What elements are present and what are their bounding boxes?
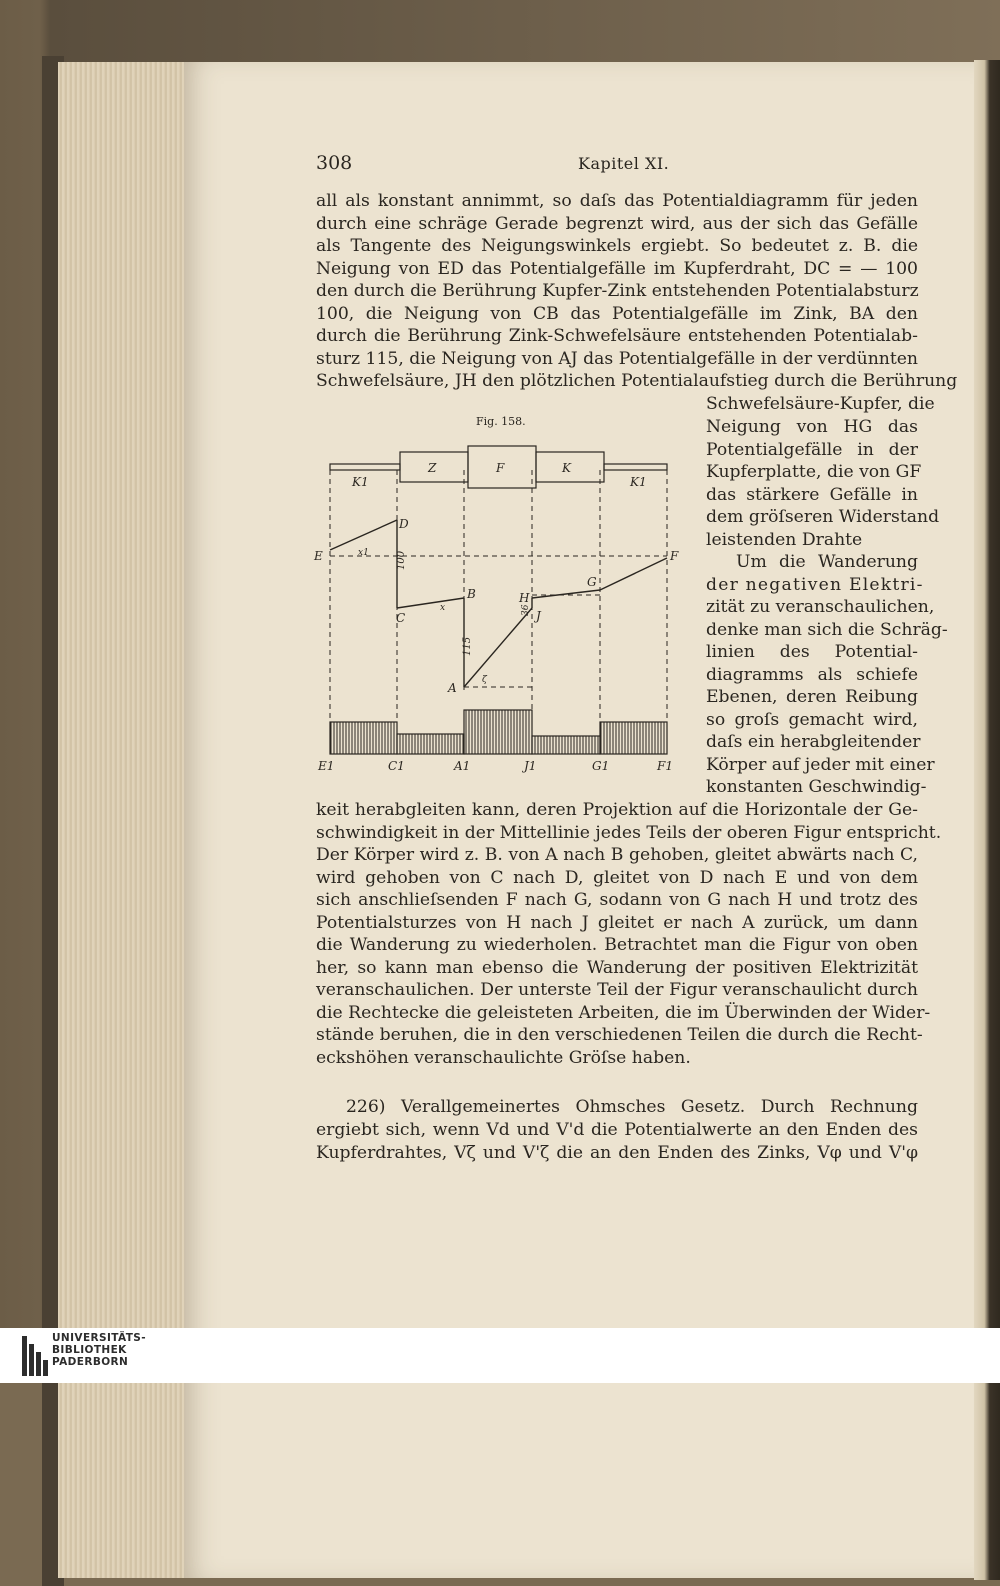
text-line: die Wanderung zu wiederholen. Betrachtet man die Figur von oben bbox=[316, 935, 918, 955]
work-rect-acid bbox=[464, 710, 532, 754]
point-C: C bbox=[396, 611, 406, 625]
chapter-title: Kapitel XI. bbox=[578, 154, 670, 173]
text-line: diagramms als schiefe bbox=[706, 664, 918, 685]
angle-zeta: ζ bbox=[482, 675, 487, 685]
label-copper: K bbox=[562, 461, 571, 475]
text-line: 100, die Neigung von CB das Potentialgefälle im Zink, BA den bbox=[316, 303, 918, 324]
text-line: keit herabgleiten kann, deren Projektion auf die Horizontale der Ge- bbox=[316, 800, 918, 820]
wire-left bbox=[330, 464, 400, 470]
text-line: Potentialsturzes von H nach J gleitet er nach A zurück, um dann bbox=[316, 912, 918, 933]
bottom-E1: E1 bbox=[318, 759, 335, 773]
text-line: Neigung von HG das bbox=[706, 417, 918, 437]
text-line: die Rechtecke die geleisteten Arbeiten, die im Überwinden der Wider- bbox=[316, 1002, 931, 1023]
library-logo-icon bbox=[22, 1336, 48, 1376]
angle-x: x bbox=[440, 603, 446, 613]
point-J: J bbox=[536, 609, 541, 623]
text-line: Kupferdrahtes, Vζ und V'ζ die an den Enden des Zinks, Vφ und V'φ bbox=[316, 1143, 918, 1163]
work-rect-copper bbox=[532, 736, 600, 754]
text-line: linien des Potential- bbox=[706, 642, 918, 662]
label-k1-left: K1 bbox=[352, 475, 369, 489]
value-115: 115 bbox=[462, 636, 473, 656]
text-line: leistenden Drahte bbox=[706, 529, 863, 550]
page-number: 308 bbox=[316, 152, 353, 174]
line-AJ bbox=[464, 608, 532, 687]
value-36: 36 bbox=[521, 604, 531, 616]
line-HG bbox=[532, 590, 600, 598]
text-line: das stärkere Gefälle in bbox=[706, 484, 918, 505]
text-line: Schwefelsäure, JH den plötzlichen Potentialaufstieg durch die Berührung bbox=[316, 371, 958, 391]
text-line: Um die Wanderung bbox=[736, 552, 918, 572]
point-F: F bbox=[670, 549, 679, 563]
bottom-J1: J1 bbox=[524, 759, 537, 773]
text-line: stände beruhen, die in den verschiedenen Teilen die durch die Recht- bbox=[316, 1025, 923, 1045]
text-line: Potentialgefälle in der bbox=[706, 439, 918, 460]
text-line: durch eine schräge Gerade begrenzt wird, aus der sich das Gefälle bbox=[316, 213, 918, 234]
text-line: denke man sich die Schräg- bbox=[706, 619, 948, 640]
potential-diagram-figure bbox=[312, 410, 692, 780]
point-B: B bbox=[467, 587, 476, 601]
library-line: BIBLIOTHEK bbox=[52, 1344, 127, 1356]
point-H: H bbox=[519, 591, 530, 605]
text-line: schwindigkeit in der Mittellinie jedes Teils der oberen Figur entspricht. bbox=[316, 822, 942, 843]
point-D: D bbox=[399, 517, 409, 531]
text-line: so groſs gemacht wird, bbox=[706, 709, 918, 730]
text-line: eckshöhen veranschaulichte Gröſse haben. bbox=[316, 1047, 691, 1068]
text-line: Schwefelsäure-Kupfer, die bbox=[706, 394, 935, 414]
text-line: sturz 115, die Neigung von AJ das Potentialgefälle in der verdünnten bbox=[316, 348, 918, 369]
work-rect-wire-left bbox=[330, 722, 397, 754]
text-line: ergiebt sich, wenn Vd und V'd die Potentialwerte an den Enden des bbox=[316, 1120, 918, 1140]
bottom-A1: A1 bbox=[454, 759, 471, 773]
text-line: dem gröſseren Widerstand bbox=[706, 507, 940, 527]
text-line: Neigung von ED das Potentialgefälle im Kupferdraht, DC = — 100 bbox=[316, 258, 918, 279]
text-line: Kupferplatte, die von GF bbox=[706, 462, 922, 482]
text-line: Ebenen, deren Reibung bbox=[706, 687, 918, 707]
point-A: A bbox=[448, 681, 457, 695]
text-line: der negativen Elektri- bbox=[706, 574, 924, 595]
text-line: zität zu veranschaulichen, bbox=[706, 597, 935, 617]
text-line: konstanten Geschwindig- bbox=[706, 777, 927, 797]
value-100: 100 bbox=[396, 550, 407, 570]
text-line: her, so kann man ebenso die Wanderung der positiven Elektrizität bbox=[316, 957, 918, 978]
label-zinc: Z bbox=[428, 461, 437, 475]
text-line: Körper auf jeder mit einer bbox=[706, 754, 935, 775]
footer-bar bbox=[0, 1328, 1000, 1383]
library-line: UNIVERSITÄTS- bbox=[52, 1332, 147, 1344]
text-line: wird gehoben von C nach D, gleitet von D nach E und von dem bbox=[316, 867, 918, 888]
text-line: den durch die Berührung Kupfer-Zink entstehenden Potentialabsturz bbox=[316, 281, 919, 301]
label-k1-right: K1 bbox=[630, 475, 647, 489]
library-name bbox=[52, 1332, 146, 1368]
bottom-F1: F1 bbox=[657, 759, 673, 773]
line-ED bbox=[330, 520, 397, 550]
text-line: all als konstant annimmt, so daſs das Potentialdiagramm für jeden bbox=[316, 191, 918, 211]
label-acid: F bbox=[496, 461, 505, 475]
bottom-G1: G1 bbox=[592, 759, 610, 773]
text-line: daſs ein herabgleitender bbox=[706, 732, 921, 752]
line-CB bbox=[397, 598, 464, 608]
angle-x1: x1 bbox=[358, 548, 369, 558]
text-line: veranschaulichen. Der unterste Teil der Figur veranschaulicht durch bbox=[316, 980, 918, 1000]
work-rect-wire-right bbox=[600, 722, 667, 754]
figure-caption: Fig. 158. bbox=[476, 415, 526, 428]
library-line: PADERBORN bbox=[52, 1356, 129, 1368]
point-E: E bbox=[314, 549, 323, 563]
text-line: als Tangente des Neigungswinkels ergiebt. So bedeutet z. B. die bbox=[316, 236, 918, 256]
text-line: Der Körper wird z. B. von A nach B gehoben, gleitet abwärts nach C, bbox=[316, 845, 918, 865]
text-line: durch die Berührung Zink-Schwefelsäure entstehenden Potentialab- bbox=[316, 326, 918, 346]
wire-right bbox=[604, 464, 667, 470]
work-rect-zinc bbox=[397, 734, 464, 754]
point-G: G bbox=[587, 575, 597, 589]
line-GF bbox=[600, 558, 667, 590]
section-heading-line: 226) Verallgemeinertes Ohmsches Gesetz. Durch Rechnung bbox=[346, 1097, 918, 1117]
bottom-C1: C1 bbox=[388, 759, 405, 773]
text-line: sich anschlieſsenden F nach G, sodann von G nach H und trotz des bbox=[316, 890, 918, 910]
